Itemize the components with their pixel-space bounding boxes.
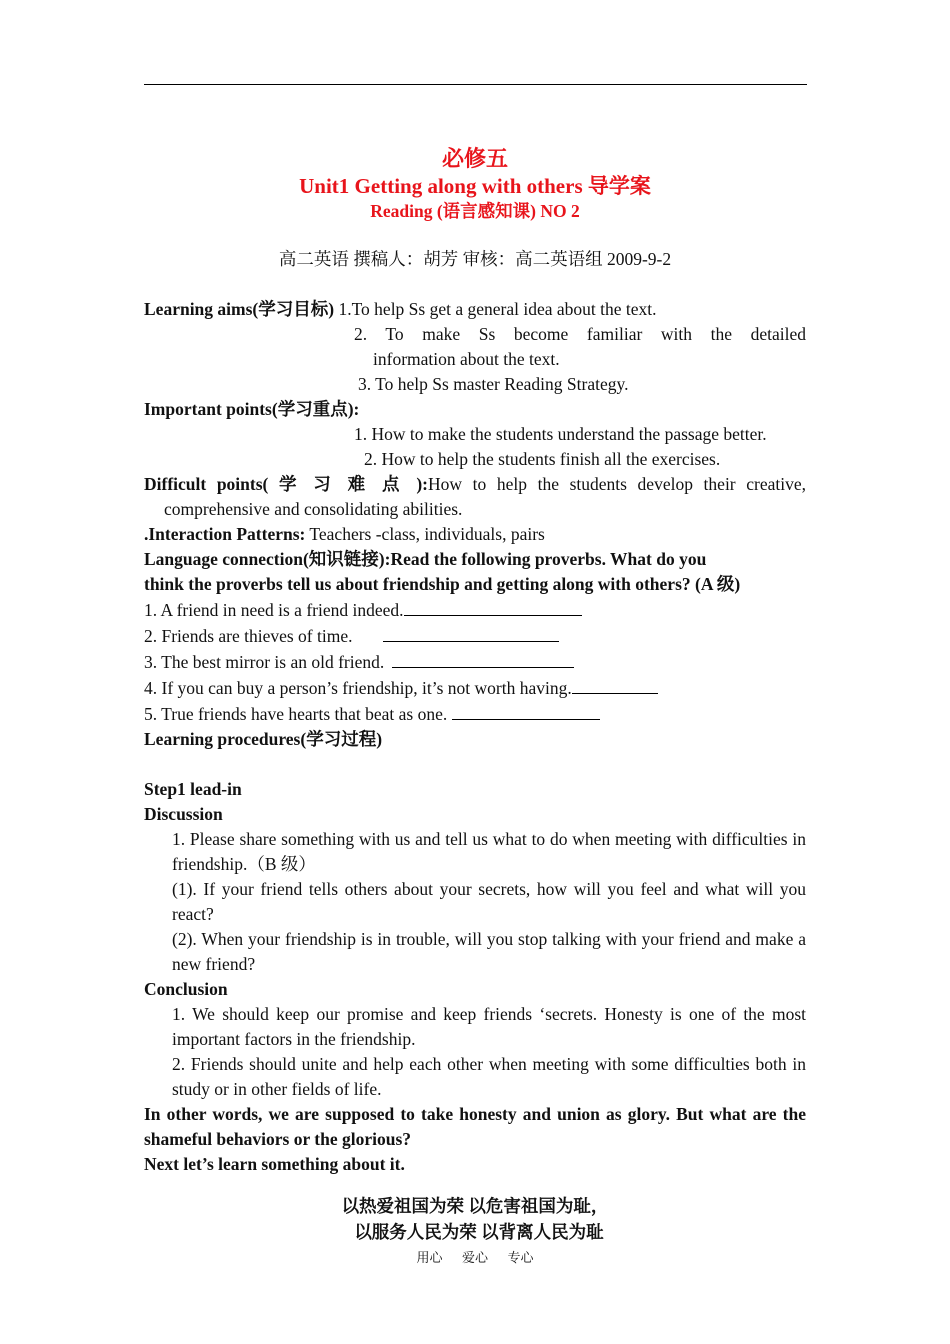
- difficult-points: [144, 472, 806, 522]
- aim-3: 3. To help Ss master Reading Strategy.: [358, 374, 629, 394]
- discussion-1: 1. Please share something with us and tell us what to do when meeting with difficulties in friendship.（B 级）: [172, 829, 806, 874]
- discussion-question-1: (1). If your friend tells others about your secrets, how will you feel and what will you react?: [172, 879, 806, 924]
- step1-title: Step1 lead-in: [144, 779, 242, 799]
- proverb-text: 1. A friend in need is a friend indeed.: [144, 600, 404, 620]
- aim-2: 2. To make Ss become familiar with the detailed: [354, 324, 806, 344]
- proverb-5: [144, 701, 806, 727]
- spacer: [144, 752, 806, 777]
- difficult-text: How to help the students develop their creative, comprehensive and consolidating abilities.: [164, 474, 806, 519]
- proverb-4: [144, 675, 806, 701]
- important-label: Important points(学习重点):: [144, 399, 360, 419]
- conclusion-2: 2. Friends should unite and help each other when meeting with some difficulties both in study or in other fields of life.: [172, 1054, 806, 1099]
- interaction-patterns: [144, 522, 806, 547]
- procedures-label: Learning procedures(学习过程): [144, 729, 383, 749]
- learning-aims: [144, 297, 806, 322]
- conclusion-label: Conclusion: [144, 979, 228, 999]
- proverb-text: 4. If you can buy a person’s friendship, it’s not worth having.: [144, 678, 572, 698]
- unit-title: Unit1 Getting along with others 导学案: [299, 174, 651, 198]
- important-1: 1. How to make the students understand the passage better.: [354, 424, 767, 444]
- next-text: Next let’s learn something about it.: [144, 1154, 405, 1174]
- aim-1: 1.To help Ss get a general idea about the text.: [338, 299, 657, 319]
- answer-blank[interactable]: [572, 675, 658, 694]
- proverb-text: 2. Friends are thieves of time.: [144, 626, 353, 646]
- slogan-line-1: 以热爱祖国为荣 以危害祖国为耻，: [341, 1196, 609, 1216]
- summary-text: In other words, we are supposed to take honesty and union as glory. But what are the shameful behaviors or the glorious?: [144, 1104, 806, 1149]
- header-rule: [144, 84, 807, 85]
- connection-line-2: think the proverbs tell us about friendship and getting along with others? (A 级): [144, 574, 741, 594]
- answer-blank[interactable]: [452, 701, 600, 720]
- important-2: 2. How to help the students finish all the exercises.: [364, 449, 721, 469]
- difficult-label: Difficult points( 学 习 难 点 ):: [144, 474, 428, 494]
- author-line: 高二英语 撰稿人：胡芳 审核：高二英语组 2009-9-2: [278, 249, 672, 269]
- interaction-text: Teachers -class, individuals, pairs: [305, 524, 545, 544]
- proverb-text: 5. True friends have hearts that beat as one.: [144, 704, 448, 724]
- proverb-text: 3. The best mirror is an old friend.: [144, 652, 385, 672]
- discussion-label: Discussion: [144, 804, 223, 824]
- connection-line-1: Language connection(知识链接):Read the following proverbs. What do you: [144, 549, 707, 569]
- document-body: [144, 145, 806, 1177]
- conclusion-1: 1. We should keep our promise and keep friends ‘secrets. Honesty is one of the most important factors in the friendship.: [172, 1004, 806, 1049]
- discussion-question-2: (2). When your friendship is in trouble, will you stop talking with your friend and make a new friend?: [172, 929, 806, 974]
- proverb-3: [144, 649, 806, 675]
- proverb-2: [144, 623, 806, 649]
- aim-2-cont: information about the text.: [373, 349, 560, 369]
- slogan-line-2: 以服务人民为荣 以背离人民为耻: [354, 1222, 604, 1242]
- interaction-label: .Interaction Patterns:: [144, 524, 306, 544]
- course-title: 必修五: [441, 146, 508, 171]
- answer-blank[interactable]: [404, 597, 582, 616]
- answer-blank[interactable]: [392, 649, 574, 668]
- lesson-title: Reading (语言感知课) NO 2: [370, 201, 580, 221]
- answer-blank[interactable]: [383, 623, 559, 642]
- footer-motto: 用心 爱心 专心: [416, 1250, 534, 1265]
- aims-label: Learning aims(学习目标): [144, 299, 335, 319]
- proverb-1: [144, 597, 806, 623]
